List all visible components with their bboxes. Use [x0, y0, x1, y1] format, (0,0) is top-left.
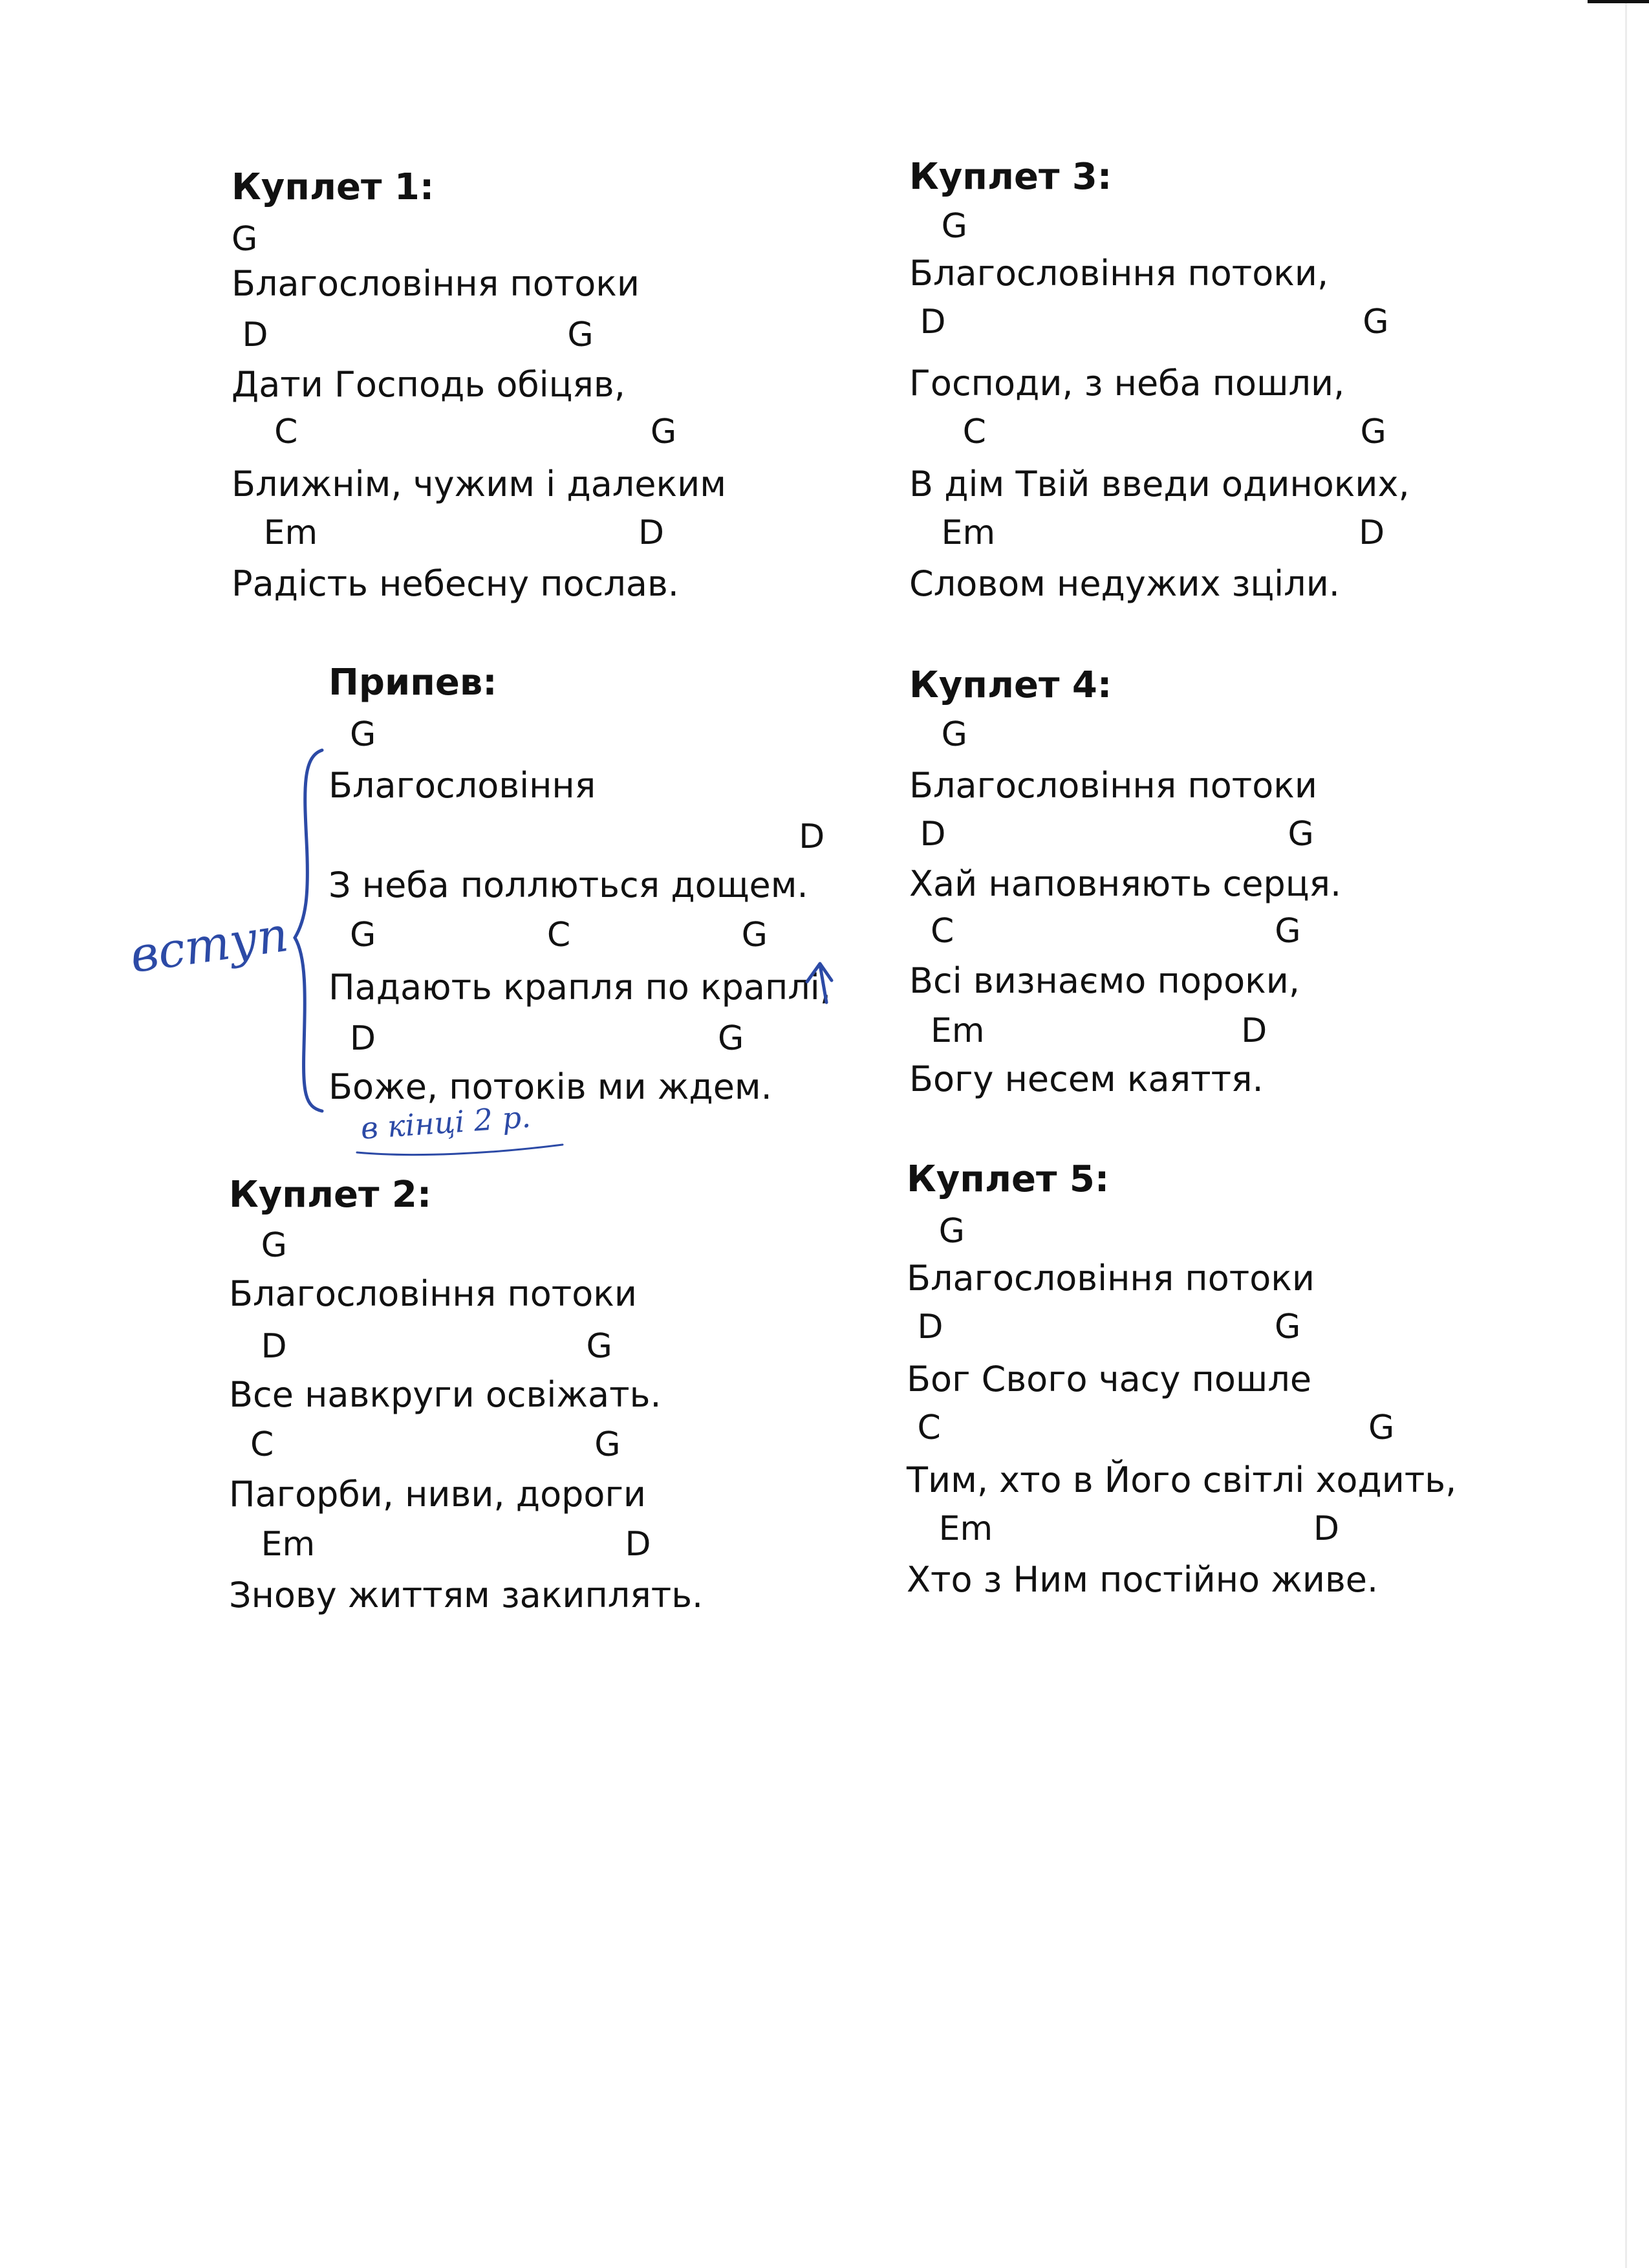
verse-2-lyric-1: Благословіння потоки: [229, 1273, 637, 1314]
verse-3-lyric-2: Господи, з неба пошли,: [909, 363, 1345, 404]
verse-2-lyric-3: Пагорби, ниви, дороги: [229, 1474, 646, 1515]
chorus-chords-1: G: [329, 715, 376, 754]
verse-2-chords-3: C G: [229, 1425, 621, 1464]
chorus-lyric-1: Благословіння: [329, 765, 596, 806]
repeat-underline-icon: [357, 1145, 563, 1155]
verse-3-chords-1: G: [909, 207, 967, 246]
verse-1-chords-1: G: [232, 220, 258, 259]
verse-5-chords-3: C G: [907, 1409, 1395, 1447]
chorus-lyric-4: Боже, потоків ми ждем.: [329, 1066, 772, 1107]
chorus-lyric-2: З неба поллються дощем.: [329, 865, 808, 905]
verse-1-heading: Куплет 1:: [232, 166, 435, 208]
verse-5-lyric-2: Бог Свого часу пошле: [907, 1359, 1312, 1399]
verse-2-heading: Куплет 2:: [229, 1174, 432, 1216]
up-arrow-icon: [807, 964, 832, 1002]
chorus-chords-4: D G: [329, 1019, 744, 1058]
verse-5-lyric-1: Благословіння потоки: [907, 1258, 1315, 1299]
verse-4-chords-2: D G: [909, 815, 1314, 854]
verse-4-lyric-2: Хай наповняють серця.: [909, 863, 1342, 904]
chorus-chords-2: D: [329, 817, 825, 856]
verse-2-chords-2: D G: [229, 1327, 612, 1366]
verse-2-lyric-4: Знову життям закиплять.: [229, 1575, 704, 1615]
verse-2-chords-4: Em D: [229, 1525, 651, 1564]
verse-5-heading: Куплет 5:: [907, 1158, 1110, 1200]
verse-5-lyric-3: Тим, хто в Його світлі ходить,: [907, 1460, 1457, 1500]
verse-4-lyric-3: Всі визнаємо пороки,: [909, 960, 1300, 1001]
verse-1-chords-3: C G: [232, 413, 677, 451]
verse-4-heading: Куплет 4:: [909, 664, 1112, 706]
verse-3-chords-2: D G: [909, 303, 1389, 341]
verse-5-chords-4: Em D: [907, 1509, 1340, 1548]
verse-3-heading: Куплет 3:: [909, 156, 1112, 198]
intro-note: вступ: [127, 906, 292, 984]
verse-3-lyric-1: Благословіння потоки,: [909, 253, 1329, 294]
verse-1-lyric-2: Дати Господь обіцяв,: [232, 364, 625, 405]
chorus-lyric-3: Падають крапля по краплі,: [329, 967, 831, 1008]
verse-1-chords-2: D G: [232, 316, 594, 354]
repeat-note: в кінці 2 р.: [360, 1099, 532, 1146]
chorus-heading: Припев:: [329, 662, 497, 704]
verse-4-chords-3: C G: [909, 912, 1301, 951]
verse-4-lyric-4: Богу несем каяття.: [909, 1059, 1264, 1099]
chorus-brace-icon: [295, 750, 322, 1111]
verse-5-chords-1: G: [907, 1212, 965, 1251]
verse-3-chords-3: C G: [909, 413, 1386, 451]
verse-2-chords-1: G: [229, 1226, 287, 1265]
verse-4-chords-4: Em D: [909, 1011, 1267, 1050]
verse-3-chords-4: Em D: [909, 513, 1385, 552]
verse-1-lyric-3: Ближнім, чужим і далеким: [232, 464, 726, 504]
verse-1-lyric-4: Радість небесну послав.: [232, 563, 679, 604]
verse-2-lyric-2: Все навкруги освіжать.: [229, 1374, 662, 1415]
verse-5-lyric-4: Хто з Ним постійно живе.: [907, 1559, 1379, 1600]
chorus-chords-3: G C G: [329, 916, 768, 955]
verse-3-lyric-4: Словом недужих зціли.: [909, 563, 1340, 604]
verse-4-chords-1: G: [909, 715, 967, 754]
verse-3-lyric-3: В дім Твій введи одиноких,: [909, 464, 1410, 504]
verse-1-lyric-1: Благословіння потоки: [232, 263, 640, 304]
verse-4-lyric-1: Благословіння потоки: [909, 765, 1317, 806]
verse-5-chords-2: D G: [907, 1308, 1301, 1346]
verse-1-chords-4: Em D: [232, 513, 665, 552]
